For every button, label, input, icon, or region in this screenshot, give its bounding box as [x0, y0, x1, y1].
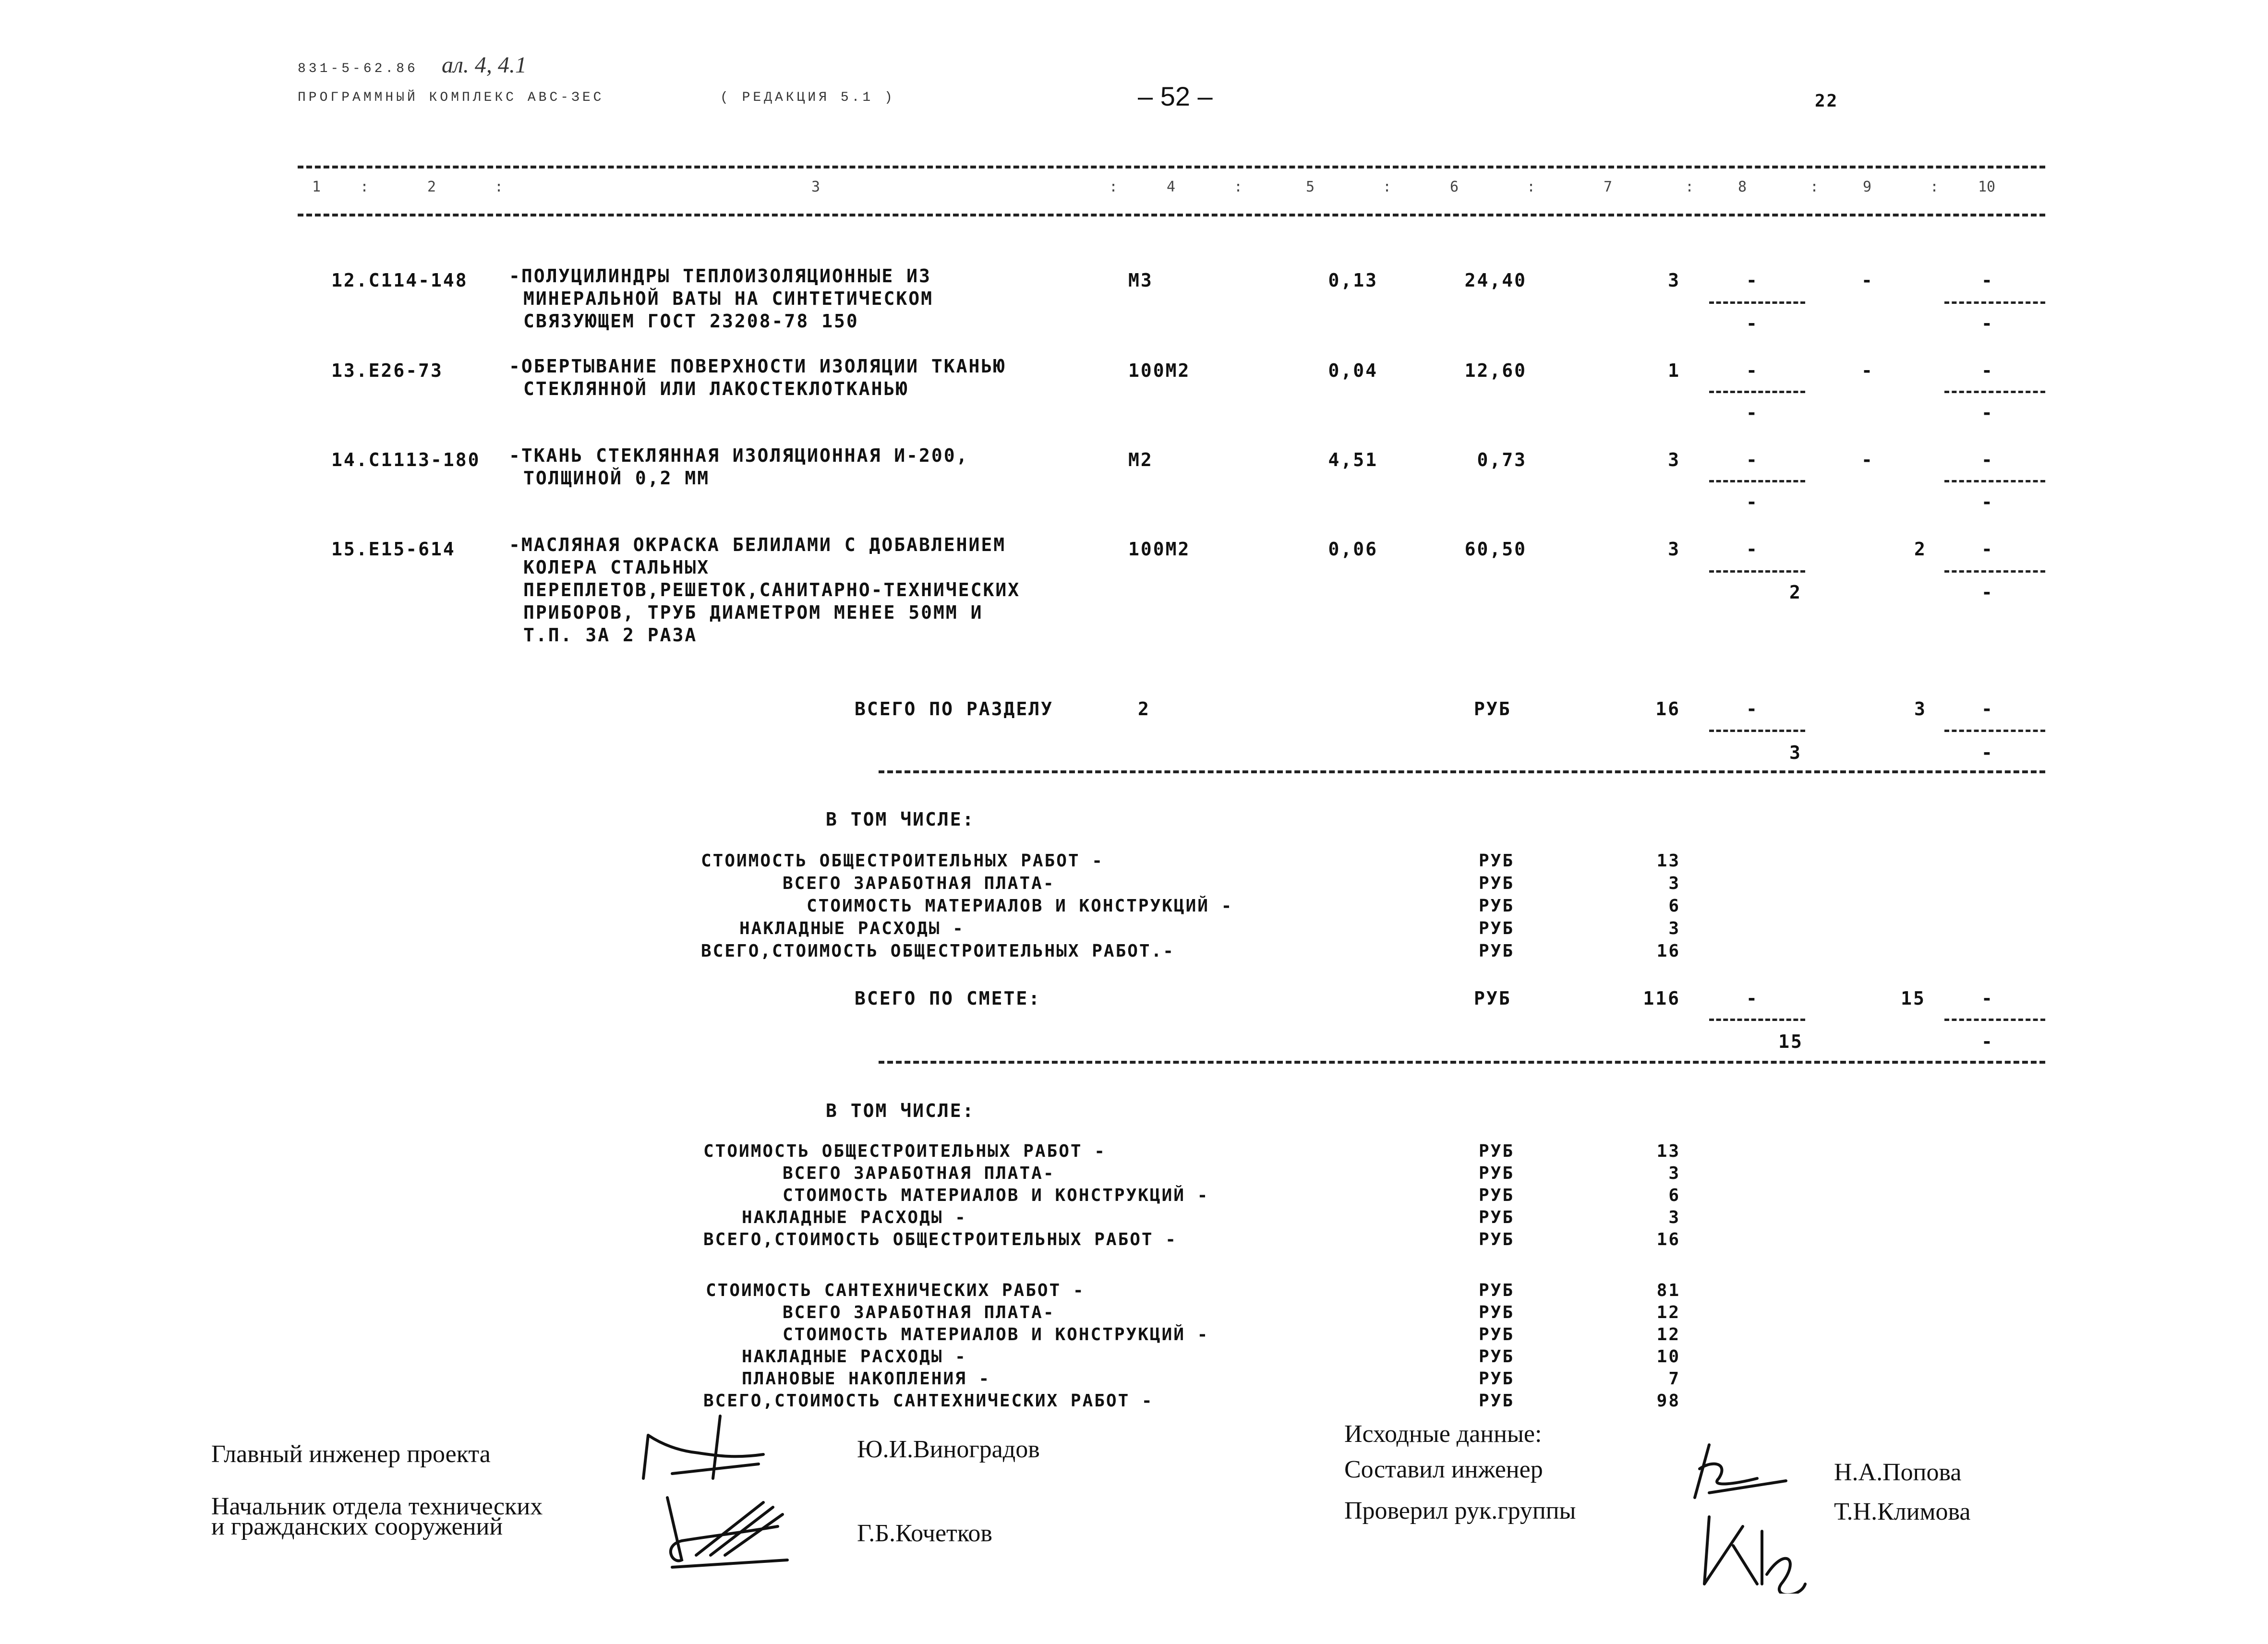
row-unit: М2	[1128, 449, 1153, 470]
checked-by-name: Т.Н.Климова	[1834, 1498, 1971, 1525]
compiled-by-title: Составил инженер	[1344, 1456, 1543, 1483]
col8-top: -	[1746, 270, 1759, 291]
breakdown-value: 3	[1668, 874, 1680, 893]
signature-dept-head	[653, 1488, 797, 1574]
source-data-label: Исходные данные:	[1344, 1420, 1542, 1448]
breakdown-value: 13	[1656, 1141, 1680, 1161]
col10-top: -	[1981, 449, 1994, 470]
row-qty: 0,06	[1328, 539, 1378, 560]
breakdown-unit: РУБ	[1479, 1186, 1515, 1205]
breakdown-unit: РУБ	[1479, 896, 1515, 916]
row-unit: М3	[1128, 270, 1153, 291]
breakdown-unit: РУБ	[1479, 1325, 1515, 1344]
row-description: -МАСЛЯНАЯ ОКРАСКА БЕЛИЛАМИ С ДОБАВЛЕНИЕМ КОЛЕРА СТАЛЬНЫХ ПЕРЕПЛЕТОВ,РЕШЕТОК,САНИТАРНО-ТЕХНИЧЕСКИХ ПРИБОРОВ, ТРУБ ДИАМЕТРОМ МЕНЕЕ 50ММ И Т.П. ЗА 2 РАЗА	[509, 534, 1021, 646]
col10-top: -	[1981, 270, 1994, 291]
breakdown-label: ВСЕГО,СТОИМОСТЬ ОБЩЕСТРОИТЕЛЬНЫХ РАБОТ.-	[701, 941, 1175, 961]
col-no: 9	[1863, 179, 1872, 195]
col10-bottom: -	[1981, 1031, 1994, 1052]
row-price: 0,73	[1477, 449, 1527, 470]
fraction-rule	[1709, 301, 1805, 304]
breakdown-label: НАКЛАДНЫЕ РАСХОДЫ -	[742, 1347, 967, 1367]
breakdown-unit: РУБ	[1479, 1369, 1515, 1389]
col-sep: :	[1527, 179, 1536, 195]
fraction-rule	[1709, 570, 1805, 573]
row-code: 15.Е15-614	[331, 539, 456, 560]
breakdown-unit: РУБ	[1479, 1230, 1515, 1249]
incl-label: В ТОМ ЧИСЛЕ:	[826, 809, 975, 830]
fraction-rule	[1944, 301, 2045, 304]
col9: 15	[1901, 988, 1926, 1009]
col9: 2	[1914, 539, 1927, 560]
col-no: 8	[1738, 179, 1747, 195]
section-total-unit: РУБ	[1474, 698, 1511, 720]
table-top-rule	[298, 166, 2045, 168]
col-sep: :	[1685, 179, 1694, 195]
breakdown-value: 12	[1656, 1303, 1680, 1322]
breakdown-label: ВСЕГО ЗАРАБОТНАЯ ПЛАТА-	[783, 874, 1055, 893]
breakdown-unit: РУБ	[1479, 1391, 1515, 1411]
handwritten-note: ал. 4, 4.1	[442, 52, 527, 78]
estimate-total-label: ВСЕГО ПО СМЕТЕ:	[855, 988, 1041, 1009]
col-no: 7	[1604, 179, 1613, 195]
col8-top: -	[1746, 988, 1759, 1009]
row-unit: 100М2	[1128, 539, 1191, 560]
page-number: – 52 –	[1138, 81, 1213, 111]
checked-by-title: Проверил рук.группы	[1344, 1497, 1576, 1524]
breakdown-unit: РУБ	[1479, 1141, 1515, 1161]
col10-top: -	[1981, 539, 1994, 560]
row-unit: 100М2	[1128, 360, 1191, 381]
breakdown-label: СТОИМОСТЬ САНТЕХНИЧЕСКИХ РАБОТ -	[706, 1281, 1085, 1300]
chief-engineer-title: Главный инженер проекта	[211, 1440, 491, 1468]
col-no: 2	[427, 179, 436, 195]
breakdown-value: 6	[1668, 896, 1680, 916]
breakdown-value: 12	[1656, 1325, 1680, 1344]
fraction-rule	[1709, 391, 1805, 393]
breakdown-label: СТОИМОСТЬ ОБЩЕСТРОИТЕЛЬНЫХ РАБОТ -	[703, 1141, 1106, 1161]
breakdown-value: 10	[1656, 1347, 1680, 1367]
breakdown-label: ВСЕГО,СТОИМОСТЬ САНТЕХНИЧЕСКИХ РАБОТ -	[703, 1391, 1154, 1411]
table-header-rule	[298, 214, 2045, 216]
section-total-count: 2	[1138, 698, 1150, 720]
row-price: 60,50	[1464, 539, 1527, 560]
fraction-rule	[1709, 1019, 1805, 1021]
fraction-rule	[1944, 570, 2045, 573]
col10-bottom: -	[1981, 582, 1994, 603]
col-no: 1	[312, 179, 321, 195]
breakdown-unit: РУБ	[1479, 1347, 1515, 1367]
row-price: 24,40	[1464, 270, 1527, 291]
sheet-number: 22	[1815, 91, 1839, 111]
section-rule	[879, 770, 2045, 773]
col8-bottom: 3	[1789, 742, 1802, 763]
col8-top: -	[1746, 360, 1759, 381]
col8-bottom: 2	[1789, 582, 1802, 603]
col10-top: -	[1981, 698, 1994, 720]
breakdown-value: 3	[1668, 1208, 1680, 1227]
col9: -	[1861, 360, 1874, 381]
row-qty: 4,51	[1328, 449, 1378, 470]
col8-bottom: -	[1746, 313, 1759, 334]
breakdown-label: СТОИМОСТЬ МАТЕРИАЛОВ И КОНСТРУКЦИЙ -	[807, 896, 1233, 916]
breakdown-value: 3	[1668, 1164, 1680, 1183]
breakdown-label: ВСЕГО,СТОИМОСТЬ ОБЩЕСТРОИТЕЛЬНЫХ РАБОТ -	[703, 1230, 1177, 1249]
col-sep: :	[495, 179, 504, 195]
chief-engineer-name: Ю.И.Виноградов	[857, 1436, 1040, 1463]
col-no: 5	[1306, 179, 1315, 195]
breakdown-value: 7	[1668, 1369, 1680, 1389]
row-code: 13.Е26-73	[331, 360, 443, 381]
row-total: 1	[1668, 360, 1680, 381]
col-sep: :	[1109, 179, 1118, 195]
incl-label: В ТОМ ЧИСЛЕ:	[826, 1100, 975, 1121]
row-code: 12.С114-148	[331, 270, 468, 291]
estimate-rule	[879, 1061, 2045, 1064]
breakdown-value: 3	[1668, 919, 1680, 938]
col8-top: -	[1746, 449, 1759, 470]
breakdown-unit: РУБ	[1479, 1281, 1515, 1300]
col8-bottom: -	[1746, 492, 1759, 513]
col10-bottom: -	[1981, 313, 1994, 334]
col-sep: :	[1234, 179, 1243, 195]
col10-bottom: -	[1981, 402, 1994, 423]
section-total-value: 16	[1655, 698, 1680, 720]
compiled-by-name: Н.А.Попова	[1834, 1459, 1962, 1486]
breakdown-value: 81	[1656, 1281, 1680, 1300]
breakdown-value: 98	[1656, 1391, 1680, 1411]
col8-top: -	[1746, 539, 1759, 560]
row-description: -ПОЛУЦИЛИНДРЫ ТЕПЛОИЗОЛЯЦИОННЫЕ ИЗ МИНЕРАЛЬНОЙ ВАТЫ НА СИНТЕТИЧЕСКОМ СВЯЗУЮЩЕМ ГОСТ 23208-78 150	[509, 265, 933, 332]
dept-head-name: Г.Б.Кочетков	[857, 1520, 992, 1547]
fraction-rule	[1709, 730, 1805, 732]
row-price: 12,60	[1464, 360, 1527, 381]
breakdown-unit: РУБ	[1479, 1208, 1515, 1227]
breakdown-label: ВСЕГО ЗАРАБОТНАЯ ПЛАТА-	[783, 1303, 1055, 1322]
doc-code: 831-5-62.86	[298, 61, 418, 76]
dept-head-title: Начальник отдела технических и гражданских сооружений	[211, 1493, 543, 1540]
program-line: ПРОГРАММНЫЙ КОМПЛЕКС АВС-ЗЕС	[298, 90, 604, 105]
breakdown-value: 6	[1668, 1186, 1680, 1205]
col-no: 6	[1450, 179, 1459, 195]
row-description: -ТКАНЬ СТЕКЛЯННАЯ ИЗОЛЯЦИОННАЯ И-200, ТОЛЩИНОЙ 0,2 ММ	[509, 445, 969, 489]
breakdown-label: СТОИМОСТЬ ОБЩЕСТРОИТЕЛЬНЫХ РАБОТ -	[701, 851, 1104, 871]
breakdown-label: СТОИМОСТЬ МАТЕРИАЛОВ И КОНСТРУКЦИЙ -	[783, 1325, 1209, 1344]
fraction-rule	[1944, 391, 2045, 393]
breakdown-unit: РУБ	[1479, 851, 1515, 871]
row-total: 3	[1668, 270, 1680, 291]
col8-bottom: 15	[1778, 1031, 1803, 1052]
breakdown-label: ВСЕГО ЗАРАБОТНАЯ ПЛАТА-	[783, 1164, 1055, 1183]
breakdown-label: ПЛАНОВЫЕ НАКОПЛЕНИЯ -	[742, 1369, 991, 1389]
fraction-rule	[1944, 730, 2045, 732]
signature-chief-engineer	[634, 1406, 778, 1488]
col10-top: -	[1981, 360, 1994, 381]
edition: ( РЕДАКЦИЯ 5.1 )	[720, 90, 895, 105]
col10-bottom: -	[1981, 742, 1994, 763]
fraction-rule	[1709, 480, 1805, 482]
estimate-total-value: 116	[1643, 988, 1680, 1009]
fraction-rule	[1944, 1019, 2045, 1021]
breakdown-unit: РУБ	[1479, 941, 1515, 961]
col-sep: :	[360, 179, 369, 195]
col-no: 3	[811, 179, 820, 195]
col-no: 10	[1978, 179, 1996, 195]
breakdown-value: 16	[1656, 1230, 1680, 1249]
breakdown-unit: РУБ	[1479, 1303, 1515, 1322]
col8-top: -	[1746, 698, 1759, 720]
col-no: 4	[1167, 179, 1176, 195]
col-sep: :	[1383, 179, 1392, 195]
fraction-rule	[1944, 480, 2045, 482]
row-code: 14.С1113-180	[331, 449, 481, 470]
col-sep: :	[1930, 179, 1939, 195]
col-sep: :	[1810, 179, 1819, 195]
breakdown-label: НАКЛАДНЫЕ РАСХОДЫ -	[742, 1208, 967, 1227]
col9: -	[1861, 449, 1874, 470]
row-total: 3	[1668, 539, 1680, 560]
row-qty: 0,04	[1328, 360, 1378, 381]
row-qty: 0,13	[1328, 270, 1378, 291]
row-description: -ОБЕРТЫВАНИЕ ПОВЕРХНОСТИ ИЗОЛЯЦИИ ТКАНЬЮ СТЕКЛЯННОЙ ИЛИ ЛАКОСТЕКЛОТКАНЬЮ	[509, 356, 1006, 399]
row-total: 3	[1668, 449, 1680, 470]
breakdown-unit: РУБ	[1479, 1164, 1515, 1183]
col10-top: -	[1981, 988, 1994, 1009]
breakdown-value: 13	[1656, 851, 1680, 871]
breakdown-unit: РУБ	[1479, 874, 1515, 893]
breakdown-label: СТОИМОСТЬ МАТЕРИАЛОВ И КОНСТРУКЦИЙ -	[783, 1186, 1209, 1205]
breakdown-label: НАКЛАДНЫЕ РАСХОДЫ -	[739, 919, 965, 938]
breakdown-value: 16	[1656, 941, 1680, 961]
breakdown-unit: РУБ	[1479, 919, 1515, 938]
signature-checker	[1690, 1488, 1815, 1594]
section-total-label: ВСЕГО ПО РАЗДЕЛУ	[855, 698, 1054, 720]
col8-bottom: -	[1746, 402, 1759, 423]
estimate-total-unit: РУБ	[1474, 988, 1511, 1009]
col9: -	[1861, 270, 1874, 291]
col9: 3	[1914, 698, 1927, 720]
col10-bottom: -	[1981, 492, 1994, 513]
